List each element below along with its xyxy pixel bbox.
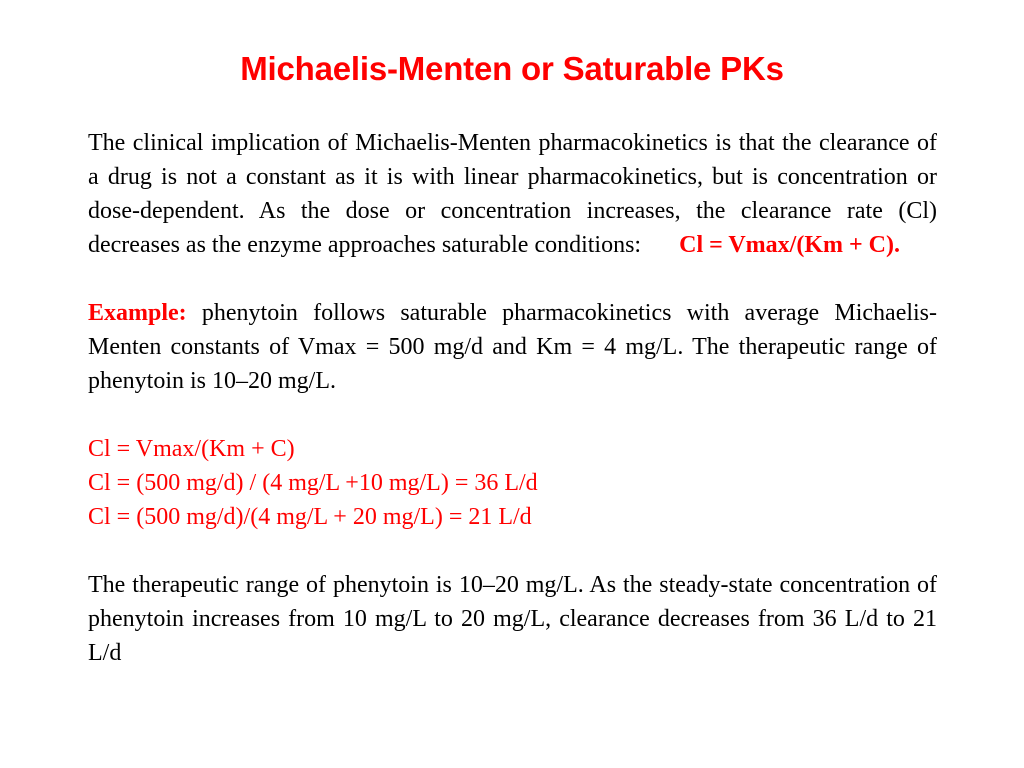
slide-body xyxy=(88,126,937,670)
equations-block xyxy=(88,432,937,534)
slide-title: Michaelis-Menten or Saturable PKs xyxy=(240,50,784,87)
equation-line: Cl = (500 mg/d) / (4 mg/L +10 mg/L) = 36 L/d xyxy=(88,470,538,496)
equation-line: Cl = (500 mg/d)/(4 mg/L + 20 mg/L) = 21 L/d xyxy=(88,504,532,530)
equation-line: Cl = Vmax/(Km + C) xyxy=(88,436,295,462)
example-paragraph xyxy=(88,296,937,398)
conclusion-paragraph: The therapeutic range of phenytoin is 10–20 mg/L. As the steady-state concentration of phenytoin increases from 10 mg/L to 20 mg/L, clearance decreases from 36 L/d to 21 L/d xyxy=(88,572,937,666)
example-text: phenytoin follows saturable pharmacokinetics with average Michaelis-Menten constants of Vmax = 500 mg/d and Km = 4 mg/L. The therapeutic range of phenytoin is 10–20 mg/L. xyxy=(88,300,938,394)
intro-text: The clinical implication of Michaelis-Menten pharmacokinetics is that the clearance of a drug is not a constant as it is with linear pharmacokinetics, but is concentration or dose-dependent. As the dose or concentration increases, the clearance rate (Cl) decreases as the enzyme approaches saturable conditions: xyxy=(88,130,937,258)
clearance-formula-highlight: Cl = Vmax/(Km + C). xyxy=(679,232,900,258)
intro-paragraph xyxy=(88,126,937,262)
spacer xyxy=(88,398,937,432)
spacer xyxy=(88,262,937,296)
spacer xyxy=(88,534,937,568)
example-label: Example: xyxy=(88,300,187,326)
